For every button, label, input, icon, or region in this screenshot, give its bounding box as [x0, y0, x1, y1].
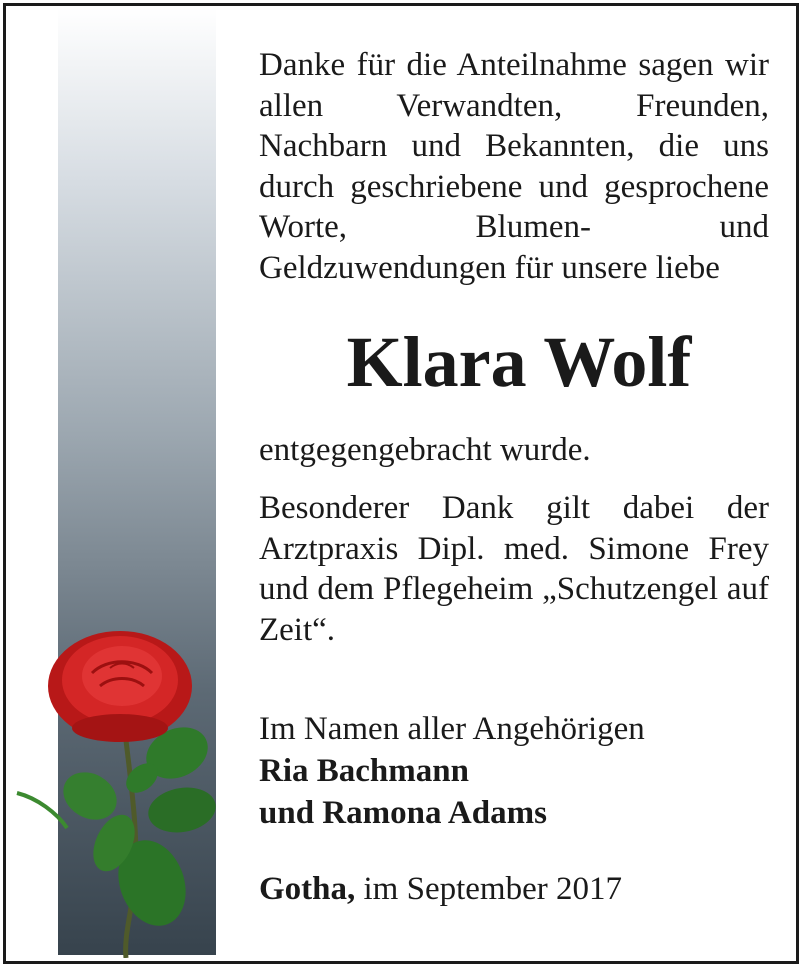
on-behalf-line: Im Namen aller Angehörigen — [259, 711, 645, 747]
signer-2: und Ramona Adams — [259, 795, 547, 831]
place-date-line — [259, 869, 769, 909]
after-name-text: entgegengebracht wurde. — [259, 432, 591, 468]
intro-paragraph: Danke für die Anteilnahme sagen wir allen Verwandten, Freunden, Nachbarn und Bekannten, die uns durch geschriebene und gesprochene Worte, Blumen- und Geldzuwendungen für unsere liebe — [259, 47, 769, 286]
signature-block — [259, 708, 769, 834]
deceased-name: Klara Wolf — [346, 322, 692, 402]
special-thanks-paragraph: Besonderer Dank gilt dabei der Arztpraxis Dipl. med. Simone Frey und dem Pflegeheim „Schutzengel auf Zeit“. — [259, 490, 769, 648]
rose-image — [12, 628, 222, 958]
date: im September 2017 — [363, 871, 622, 907]
signer-1: Ria Bachmann — [259, 753, 469, 789]
place: Gotha, — [259, 871, 356, 907]
